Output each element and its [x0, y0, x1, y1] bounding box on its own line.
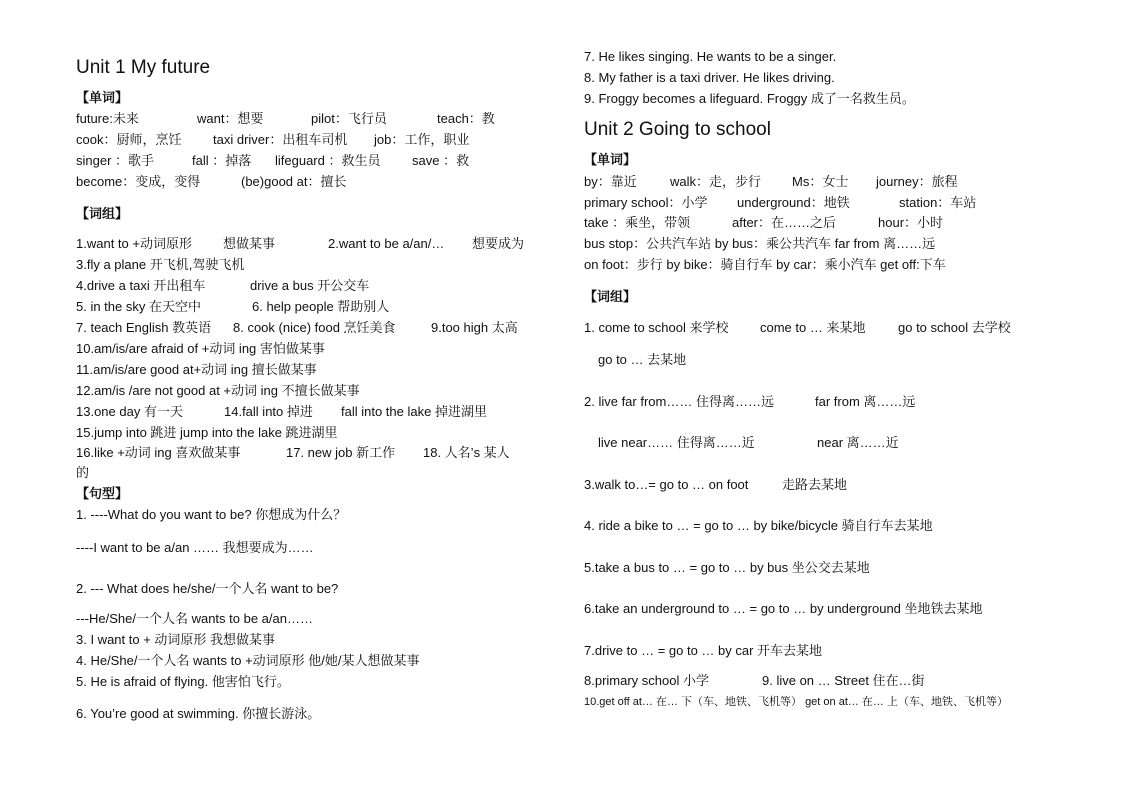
unit1-sentence-5: 3. I want to + 动词原形 我想做某事	[76, 632, 276, 647]
unit1-sentence-2: ----I want to be a/an …… 我想要成为……	[76, 540, 314, 555]
unit1-phrase-line-1: 1.want to +动词原形 想做某事 2.want to be a/an/… 想要成为	[76, 236, 525, 251]
unit1-sentence-8: 6. You’re good at swimming. 你擅长游泳。	[76, 706, 321, 721]
unit2-word-line-2: primary school：小学 underground：地铁 station：车站	[584, 195, 977, 210]
unit2-word-line-5: on foot：步行 by bike：骑自行车 by car：乘小汽车 get off:下车	[584, 257, 946, 272]
unit1-phrase-line-8: 12.am/is /are not good at +动词 ing 不擅长做某事	[76, 383, 360, 398]
unit1-phrase-line-3: 4.drive a taxi 开出租车 drive a bus 开公交车	[76, 278, 370, 293]
unit1-phrase-line-6: 10.am/is/are afraid of +动词 ing 害怕做某事	[76, 341, 325, 356]
unit1-sentence-11: 9. Froggy becomes a lifeguard. Froggy 成了一名救生员。	[584, 91, 915, 106]
unit2-phrase-line-7: 5.take a bus to … = go to … by bus 坐公交去某地	[584, 560, 870, 575]
unit2-phrase-line-8: 6.take an underground to … = go to … by underground 坐地铁去某地	[584, 601, 983, 616]
unit1-phrase-line-12: 的	[76, 465, 90, 480]
unit1-word-line-3: singer ：歌手 fall ：掉落 lifeguard ：救生员 save ：救	[76, 153, 470, 168]
unit1-sentence-1: 1. ----What do you want to be? 你想成为什么？	[76, 507, 347, 522]
unit2-phrase-line-10: 8.primary school 小学 9. live on … Street 住在…街	[584, 673, 925, 688]
unit2-phrase-line-6: 4. ride a bike to … = go to … by bike/bicycle 骑自行车去某地	[584, 518, 933, 533]
unit2-word-line-1: by：靠近 walk：走，步行 Ms：女士 journey：旅程	[584, 174, 958, 189]
unit1-phrase-line-2: 3.fly a plane 开飞机,驾驶飞机	[76, 257, 245, 272]
unit1-phrases-heading: 【词组】	[76, 206, 129, 221]
unit1-title: Unit 1 My future	[76, 57, 211, 78]
unit1-sentence-9: 7. He likes singing. He wants to be a singer.	[584, 49, 837, 64]
unit2-word-line-3: take ：乘坐，带领 after：在……之后 hour：小时	[584, 215, 944, 230]
unit2-phrase-line-9: 7.drive to … = go to … by car 开车去某地	[584, 643, 823, 658]
unit1-sentence-7: 5. He is afraid of flying. 他害怕飞行。	[76, 674, 290, 689]
unit2-phrases-heading: 【词组】	[584, 289, 637, 304]
unit1-sentence-6: 4. He/She/一个人名 wants to +动词原形 他/她/某人想做某事	[76, 653, 420, 668]
unit1-phrase-line-9: 13.one day 有一天 14.fall into 掉进 fall into the lake 掉进湖里	[76, 404, 487, 419]
unit2-phrase-line-2: go to … 去某地	[598, 352, 687, 367]
unit2-word-line-4: bus stop：公共汽车站 by bus：乘公共汽车 far from 离……远	[584, 236, 936, 251]
unit1-sentence-3: 2. --- What does he/she/一个人名 want to be?	[76, 581, 339, 596]
unit1-phrase-line-5: 7. teach English 教英语 8. cook (nice) food 烹饪美食 9.too high 太高	[76, 320, 518, 335]
unit1-word-line-2: cook：厨师，烹饪 taxi driver：出租车司机 job：工作，职业	[76, 132, 470, 147]
unit1-sentence-4: ---He/She/一个人名 wants to be a/an……	[76, 611, 313, 626]
unit1-phrase-line-11: 16.like +动词 ing 喜欢做某事 17. new job 新工作 18. 人名’s 某人	[76, 445, 510, 460]
unit2-title: Unit 2 Going to school	[584, 119, 771, 140]
unit1-phrase-line-7: 11.am/is/are good at+动词 ing 擅长做某事	[76, 362, 317, 377]
unit1-word-line-4: become：变成，变得 (be)good at：擅长	[76, 174, 347, 189]
unit2-phrase-line-5: 3.walk to…= go to … on foot 走路去某地	[584, 477, 848, 492]
unit1-words-heading: 【单词】	[76, 90, 129, 105]
unit2-phrase-line-4: live near…… 住得离……近 near 离……近	[598, 435, 899, 450]
unit1-word-line-1: future:未来 want：想要 pilot：飞行员 teach：教	[76, 111, 495, 126]
unit2-phrase-line-11: 10.get off at… 在… 下（车、地铁、飞机等） get on at… 在… 上（车、地铁、飞机等）	[584, 696, 1008, 708]
unit2-phrase-line-3: 2. live far from…… 住得离……远 far from 离……远	[584, 394, 916, 409]
unit1-sentences-heading: 【句型】	[76, 486, 129, 501]
unit1-sentence-10: 8. My father is a taxi driver. He likes driving.	[584, 70, 835, 85]
unit1-phrase-line-10: 15.jump into 跳进 jump into the lake 跳进湖里	[76, 425, 338, 440]
unit2-words-heading: 【单词】	[584, 152, 637, 167]
unit2-phrase-line-1: 1. come to school 来学校 come to … 来某地 go to school 去学校	[584, 320, 1011, 335]
unit1-phrase-line-4: 5. in the sky 在天空中 6. help people 帮助别人	[76, 299, 390, 314]
